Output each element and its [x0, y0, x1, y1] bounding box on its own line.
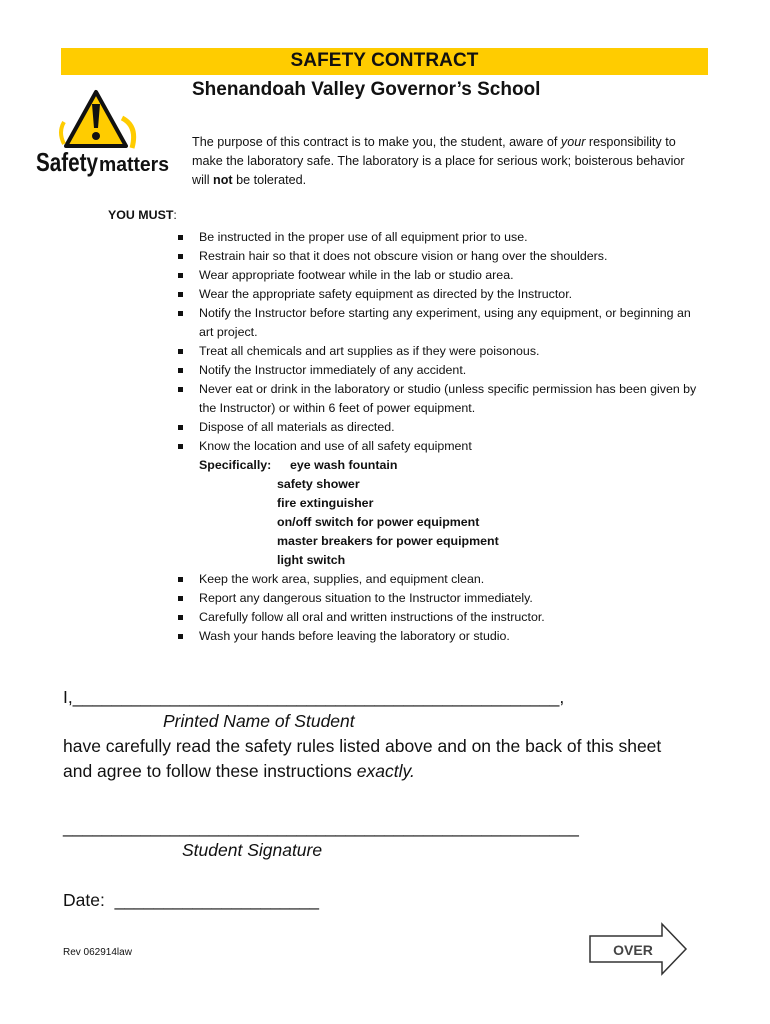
rule-item: [176, 361, 706, 380]
bullet-icon: [178, 387, 183, 392]
printed-name-label: Printed Name of Student: [163, 711, 355, 731]
rule-item: [176, 228, 706, 247]
revision-code: Rev 062914law: [63, 947, 132, 958]
safety-equipment-list: [277, 456, 499, 570]
specifically-label: Specifically:: [199, 458, 272, 472]
rule-text: Wear the appropriate safety equipment as directed by the Instructor.: [199, 287, 573, 301]
rule-text: Wash your hands before leaving the laboratory or studio.: [199, 629, 510, 643]
over-label: OVER: [613, 942, 653, 958]
equipment-item: light switch: [277, 553, 346, 567]
purpose-text-2: responsibility to make the laboratory safe. The laboratory is a place for serious work; boisterous behavior will: [192, 135, 685, 187]
bullet-icon: [178, 349, 183, 354]
bullet-icon: [178, 444, 183, 449]
declaration-text: and agree to follow these instructions: [63, 761, 357, 781]
logo-word-safety: Safety: [36, 147, 99, 177]
purpose-paragraph: [192, 133, 692, 190]
rule-text: Notify the Instructor immediately of any accident.: [199, 363, 467, 377]
you-must-heading: [108, 208, 177, 222]
bullet-icon: [178, 634, 183, 639]
date-line[interactable]: _____________________: [114, 890, 319, 910]
rule-item: [176, 589, 706, 608]
printed-name-line[interactable]: I,__________________________________________________,: [63, 687, 565, 707]
rule-item: [176, 247, 706, 266]
declaration-italic-exactly: exactly.: [356, 761, 415, 781]
title-banner: [61, 48, 708, 75]
rule-text: Carefully follow all oral and written instructions of the instructor.: [199, 610, 545, 624]
equipment-item: master breakers for power equipment: [277, 534, 499, 548]
bullet-icon: [178, 254, 183, 259]
equipment-item: safety shower: [277, 477, 360, 491]
rule-text: Keep the work area, supplies, and equipment clean.: [199, 572, 485, 586]
you-must-colon: :: [173, 208, 177, 222]
bullet-icon: [178, 235, 183, 240]
equipment-item: on/off switch for power equipment: [277, 515, 480, 529]
purpose-bold-not: not: [213, 173, 233, 187]
rule-item: [176, 380, 706, 418]
rule-text: Wear appropriate footwear while in the lab or studio area.: [199, 268, 514, 282]
rule-item: [176, 570, 706, 589]
school-name: Shenandoah Valley Governor’s School: [192, 79, 541, 100]
rule-item: [176, 627, 706, 646]
purpose-italic-your: your: [560, 135, 586, 149]
purpose-text-3: be tolerated.: [232, 173, 307, 187]
bullet-icon: [178, 311, 183, 316]
bullet-icon: [178, 368, 183, 373]
rule-item: [176, 342, 706, 361]
rules-list: [176, 228, 706, 646]
you-must-label: YOU MUST: [108, 208, 174, 222]
rule-text: Be instructed in the proper use of all equipment prior to use.: [199, 230, 528, 244]
bullet-icon: [178, 596, 183, 601]
rule-text: Know the location and use of all safety equipment: [199, 439, 472, 453]
safety-matters-logo: [34, 88, 174, 182]
rule-item: [176, 437, 706, 456]
declaration-line-2: have carefully read the safety rules listed above and on the back of this sheet: [63, 736, 662, 756]
rule-item: [176, 285, 706, 304]
rule-text: Dispose of all materials as directed.: [199, 420, 395, 434]
rule-text: Never eat or drink in the laboratory or studio (unless specific permission has been given by the Instructor) or within 6 feet of power equipment.: [199, 382, 697, 415]
bullet-icon: [178, 273, 183, 278]
signature-label: Student Signature: [182, 840, 323, 860]
equipment-item: eye wash fountain: [290, 458, 398, 472]
logo-word-matters: matters: [99, 154, 169, 176]
date-field[interactable]: [63, 888, 319, 912]
rule-text: Treat all chemicals and art supplies as if they were poisonous.: [199, 344, 540, 358]
rule-text: Notify the Instructor before starting any experiment, using any equipment, or beginning an art project.: [199, 306, 691, 339]
specifically-block: [176, 456, 706, 570]
bullet-icon: [178, 615, 183, 620]
rule-item: [176, 608, 706, 627]
rule-text: Report any dangerous situation to the Instructor immediately.: [199, 591, 533, 605]
warning-triangle-icon: [61, 92, 134, 148]
rule-item: [176, 266, 706, 285]
bullet-icon: [178, 425, 183, 430]
equipment-item: fire extinguisher: [277, 496, 374, 510]
rule-item: [176, 418, 706, 437]
bullet-icon: [178, 292, 183, 297]
rule-item: [176, 304, 706, 342]
purpose-text-1: The purpose of this contract is to make you, the student, aware of: [192, 135, 561, 149]
signature-line[interactable]: _____________________________________________________: [63, 817, 579, 837]
contract-title: SAFETY CONTRACT: [290, 50, 479, 71]
rule-text: Restrain hair so that it does not obscure vision or hang over the shoulders.: [199, 249, 608, 263]
date-label: Date:: [63, 890, 105, 910]
declaration-line-3: [63, 759, 415, 783]
bullet-icon: [178, 577, 183, 582]
